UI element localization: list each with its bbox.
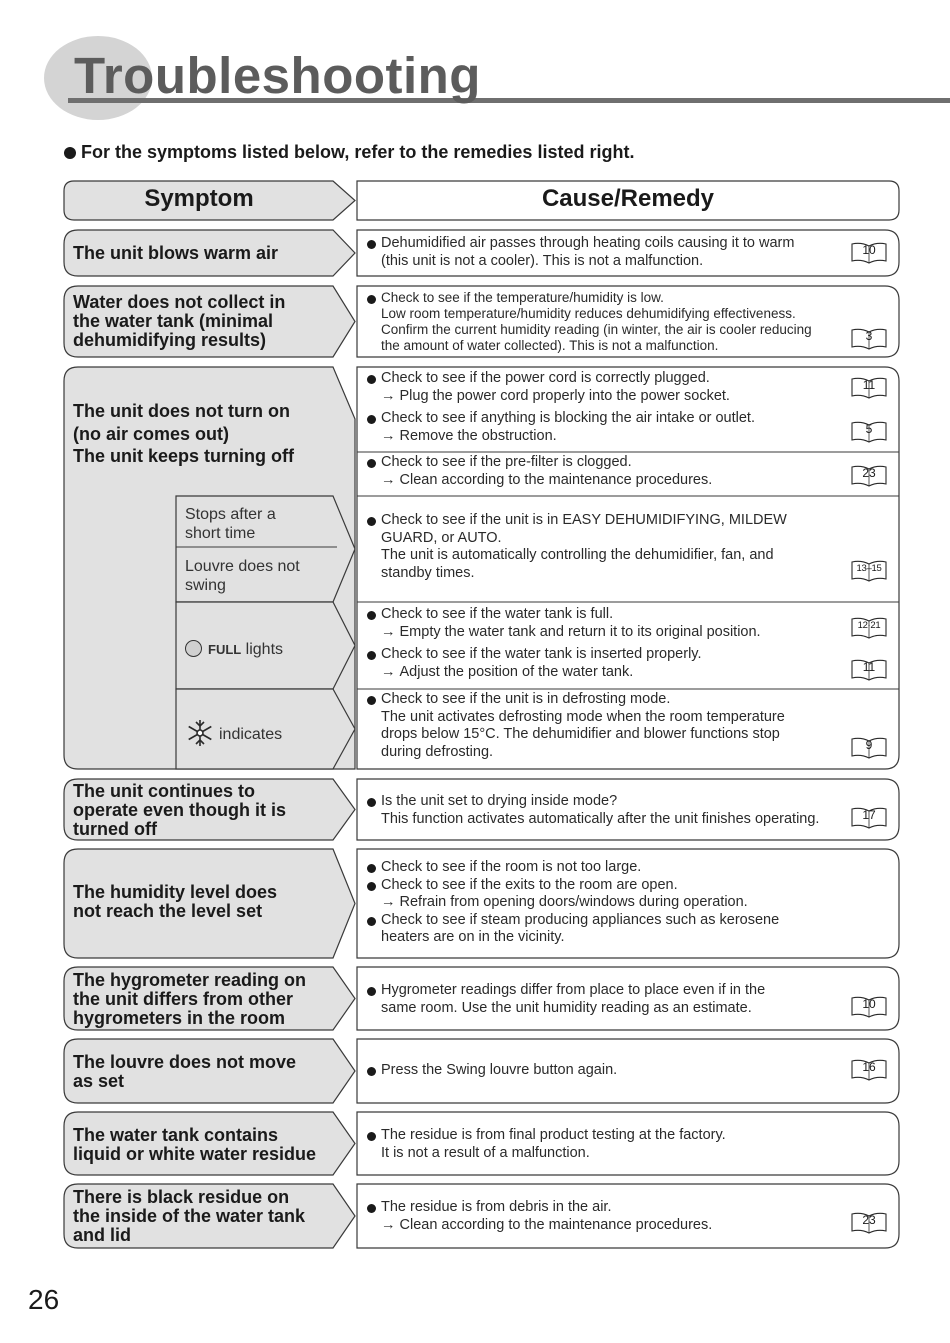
remedy-check-item: Check to see if the unit is in defrosting mode. bbox=[366, 691, 850, 709]
remedy-text bbox=[366, 982, 850, 1017]
remedy-check-item: Check to see if the power cord is correctly plugged. bbox=[366, 370, 850, 388]
arrow-icon: → bbox=[381, 1216, 396, 1233]
page-number: 26 bbox=[28, 1284, 60, 1315]
remedy-detail-line: drops below 15°C. The dehumidifier and blower functions stop bbox=[381, 726, 780, 743]
symptom-line: There is black residue on bbox=[73, 1187, 290, 1207]
sub-symptom-label bbox=[185, 640, 335, 659]
remedy-check-item: Check to see if the unit is in EASY DEHUMIDIFYING, MILDEW bbox=[366, 512, 850, 530]
remedy-text bbox=[366, 235, 850, 270]
remedy-text bbox=[366, 370, 850, 445]
remedy-detail-line: The unit activates defrosting mode when the room temperature bbox=[381, 708, 785, 725]
remedy-check-item: Dehumidified air passes through heating coils causing it to warm bbox=[366, 235, 850, 253]
remedy-check-item: Check to see if the water tank is inserted properly. bbox=[366, 646, 850, 664]
remedy-detail-line: during defrosting. bbox=[381, 743, 494, 760]
symptom-line: hygrometers in the room bbox=[73, 1008, 286, 1028]
remedy-check-item: Check to see if the water tank is full. bbox=[366, 606, 850, 624]
remedy-action-text: Plug the power cord properly into the power socket. bbox=[399, 387, 730, 404]
symptom-label bbox=[73, 1126, 333, 1164]
remedy-action-line bbox=[366, 894, 850, 912]
remedy-detail-line: Low room temperature/humidity reduces dehumidifying effectiveness. bbox=[381, 306, 796, 321]
remedy-text bbox=[366, 606, 850, 681]
page-reference-number: 10 bbox=[862, 243, 876, 257]
arrow-icon: → bbox=[381, 623, 396, 640]
remedy-action-text: Refrain from opening doors/windows during operation. bbox=[399, 894, 748, 911]
remedy-check-item: Check to see if the temperature/humidity is low. bbox=[366, 290, 850, 306]
cause-remedy-column-header: Cause/Remedy bbox=[541, 185, 715, 212]
remedy-check-item: Check to see if steam producing appliances such as kerosene bbox=[366, 912, 850, 930]
remedy-detail-line: Confirm the current humidity reading (in winter, the air is cooler reducing bbox=[381, 322, 812, 337]
symptom-column-header: Symptom bbox=[144, 185, 254, 212]
sub-symptom-line: swing bbox=[185, 577, 226, 594]
symptom-label bbox=[73, 400, 333, 468]
sub-symptom-label bbox=[185, 505, 335, 543]
remedy-detail-line: GUARD, or AUTO. bbox=[381, 529, 502, 546]
manual-book-icon bbox=[851, 328, 887, 350]
symptom-line: Water does not collect in bbox=[73, 292, 286, 312]
page-reference-number: 11 bbox=[862, 660, 876, 674]
symptom-line: the inside of the water tank bbox=[73, 1206, 306, 1226]
page-reference-number: 23 bbox=[862, 466, 876, 480]
page-reference-number: 12·21 bbox=[857, 620, 881, 631]
sub-symptom-line: Stops after a bbox=[185, 506, 276, 523]
remedy-text bbox=[366, 1199, 850, 1234]
symptom-label bbox=[73, 782, 333, 839]
remedy-detail-line: This function activates automatically after the unit finishes operating. bbox=[381, 810, 820, 827]
symptom-line: and lid bbox=[73, 1225, 131, 1245]
symptom-line: The unit keeps turning off bbox=[73, 446, 294, 466]
remedy-action-line bbox=[366, 428, 850, 446]
remedy-check-item: Check to see if anything is blocking the air intake or outlet. bbox=[366, 410, 850, 428]
remedy-check-item: Hygrometer readings differ from place to place even if in the bbox=[366, 982, 850, 1000]
full-indicator-label: FULL bbox=[208, 642, 242, 657]
remedy-action-line bbox=[366, 472, 850, 490]
remedy-action-line bbox=[366, 664, 850, 682]
symptom-line: The hygrometer reading on bbox=[73, 970, 307, 990]
manual-book-icon bbox=[851, 996, 887, 1018]
symptom-line: not reach the level set bbox=[73, 901, 263, 921]
page-reference-number: 10 bbox=[862, 997, 876, 1011]
manual-book-icon bbox=[851, 737, 887, 759]
manual-book-icon bbox=[851, 807, 887, 829]
remedy-action-line bbox=[366, 388, 850, 406]
symptom-line: The unit does not turn on bbox=[73, 401, 290, 421]
symptom-line: The humidity level does bbox=[73, 882, 278, 902]
remedy-detail-line: It is not a result of a malfunction. bbox=[381, 1144, 590, 1161]
symptom-label bbox=[73, 883, 333, 921]
remedy-check-item: Check to see if the pre-filter is clogged. bbox=[366, 454, 850, 472]
manual-book-icon bbox=[851, 659, 887, 681]
remedy-action-line bbox=[366, 624, 850, 642]
remedy-detail-line: (this unit is not a cooler). This is not a malfunction. bbox=[381, 252, 704, 269]
remedy-text bbox=[366, 512, 850, 582]
arrow-icon: → bbox=[381, 471, 396, 488]
remedy-text bbox=[366, 1062, 850, 1080]
remedy-check-item: The residue is from final product testing at the factory. bbox=[366, 1127, 850, 1145]
symptom-line: as set bbox=[73, 1071, 125, 1091]
remedy-action-text: Remove the obstruction. bbox=[399, 427, 557, 444]
remedy-action-line bbox=[366, 1217, 850, 1235]
page-reference-number: 11 bbox=[862, 378, 876, 392]
indicator-lamp-icon bbox=[185, 640, 202, 657]
sub-symptom-text: lights bbox=[241, 641, 284, 658]
symptom-line: the unit differs from other bbox=[73, 989, 293, 1009]
remedy-text bbox=[366, 691, 850, 761]
symptom-line: the water tank (minimal bbox=[73, 311, 274, 331]
sub-symptom-text: indicates bbox=[219, 726, 283, 743]
page-reference-number: 16 bbox=[862, 1060, 876, 1074]
remedy-detail-line: heaters are on in the vicinity. bbox=[381, 929, 565, 946]
remedy-text bbox=[366, 859, 850, 947]
remedy-check-item: Is the unit set to drying inside mode? bbox=[366, 793, 850, 811]
manual-book-icon bbox=[851, 242, 887, 264]
symptom-line: liquid or white water residue bbox=[73, 1144, 317, 1164]
remedy-detail-line: The unit is automatically controlling the dehumidifier, fan, and bbox=[381, 547, 774, 564]
page-reference-number: 17 bbox=[862, 808, 876, 822]
symptom-line: The louvre does not move bbox=[73, 1052, 297, 1072]
arrow-icon: → bbox=[381, 894, 396, 911]
page-reference-number: 13–15 bbox=[856, 563, 882, 574]
arrow-icon: → bbox=[381, 427, 396, 444]
remedy-action-text: Clean according to the maintenance procedures. bbox=[399, 1216, 713, 1233]
intro-label: For the symptoms listed below, refer to the remedies listed right. bbox=[81, 142, 635, 162]
remedy-action-text: Adjust the position of the water tank. bbox=[399, 663, 634, 680]
remedy-text bbox=[366, 454, 850, 489]
symptom-line: The water tank contains bbox=[73, 1125, 279, 1145]
manual-book-icon bbox=[851, 617, 887, 639]
manual-book-icon bbox=[851, 1212, 887, 1234]
sub-symptom-label bbox=[185, 557, 335, 595]
remedy-check-item: Press the Swing louvre button again. bbox=[366, 1062, 850, 1080]
remedy-detail-line: same room. Use the unit humidity reading as an estimate. bbox=[381, 999, 752, 1016]
page-title: Troubleshooting bbox=[74, 47, 481, 104]
symptom-label bbox=[73, 244, 333, 263]
arrow-icon: → bbox=[381, 663, 396, 680]
symptom-label bbox=[73, 1188, 333, 1245]
page-reference-number: 3 bbox=[865, 329, 873, 343]
manual-book-icon bbox=[851, 421, 887, 443]
manual-book-icon bbox=[851, 1059, 887, 1081]
remedy-check-item: The residue is from debris in the air. bbox=[366, 1199, 850, 1217]
symptom-label bbox=[73, 293, 333, 350]
symptom-line: The unit blows warm air bbox=[73, 243, 279, 263]
remedy-detail-line: standby times. bbox=[381, 564, 475, 581]
remedy-text bbox=[366, 290, 850, 354]
page-reference-number: 23 bbox=[862, 1213, 876, 1227]
remedy-check-item: Check to see if the room is not too large. bbox=[366, 859, 850, 877]
remedy-action-text: Empty the water tank and return it to its original position. bbox=[399, 623, 761, 640]
snowflake-defrost-icon bbox=[185, 718, 215, 748]
arrow-icon: → bbox=[381, 387, 396, 404]
manual-book-icon bbox=[851, 465, 887, 487]
symptom-line: operate even though it is bbox=[73, 800, 287, 820]
symptom-label bbox=[73, 1053, 333, 1091]
page-reference-number: 9 bbox=[865, 738, 873, 752]
remedy-detail-line: the amount of water collected). This is not a malfunction. bbox=[381, 338, 719, 353]
symptom-line: turned off bbox=[73, 819, 157, 839]
symptom-line: The unit continues to bbox=[73, 781, 255, 801]
page-reference-number: 5 bbox=[865, 422, 873, 436]
symptom-label bbox=[73, 971, 333, 1028]
symptom-line: dehumidifying results) bbox=[73, 330, 267, 350]
manual-book-icon bbox=[851, 377, 887, 399]
remedy-text bbox=[366, 793, 850, 828]
sub-symptom-line: Louvre does not bbox=[185, 558, 300, 575]
sub-symptom-line: short time bbox=[185, 525, 256, 542]
sub-symptom-label bbox=[185, 718, 335, 748]
remedy-check-item: Check to see if the exits to the room are open. bbox=[366, 877, 850, 895]
manual-book-icon bbox=[851, 560, 887, 582]
symptom-line: (no air comes out) bbox=[73, 423, 230, 444]
remedy-text bbox=[366, 1127, 850, 1162]
remedy-action-text: Clean according to the maintenance procedures. bbox=[399, 471, 713, 488]
